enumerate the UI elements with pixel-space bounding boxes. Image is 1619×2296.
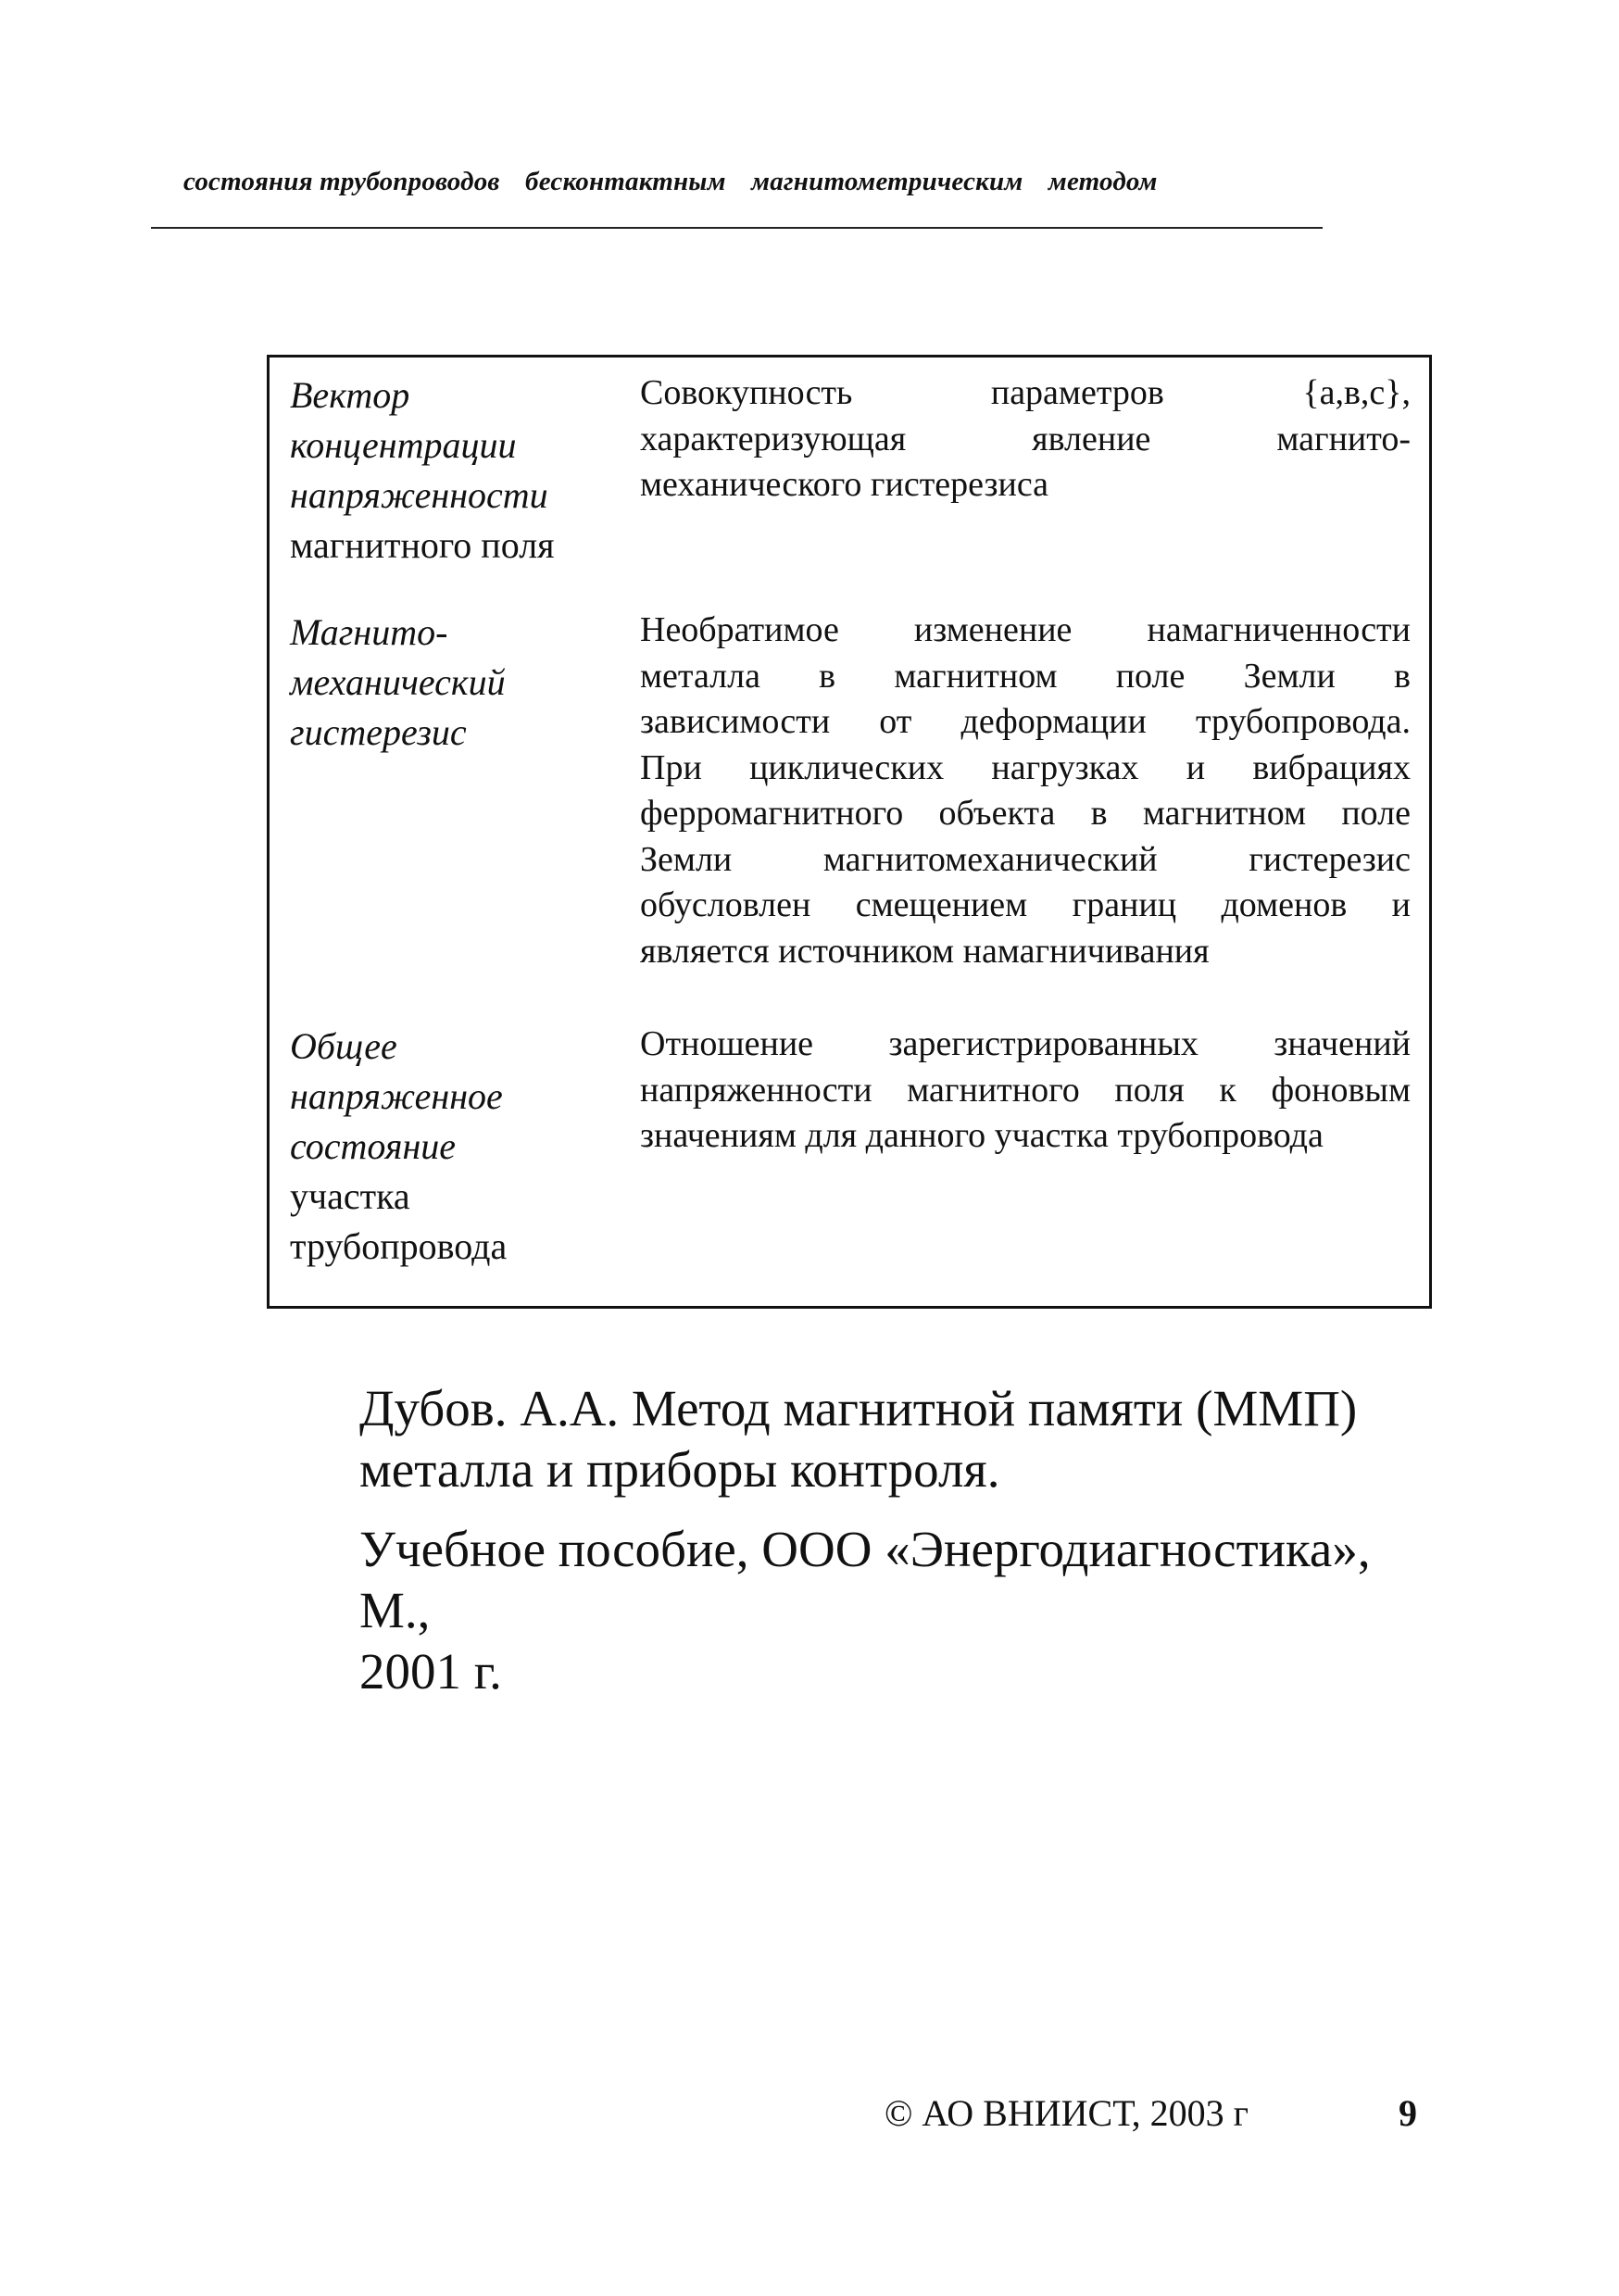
definition-line: Отношение зарегистрированных значений [640,1024,1411,1063]
definition-line: механического гистерезиса [640,465,1049,504]
running-head [183,167,1176,197]
running-head-part: бесконтактным [525,167,726,196]
page-number: 9 [1399,2092,1417,2134]
term-line: механический [290,661,506,703]
footer-copyright: © АО ВНИИСТ, 2003 г [885,2092,1249,2134]
definition-line: Земли магнитомеханический гистерезис [640,839,1411,879]
reference-line: Дубов. А.А. Метод магнитной памяти (ММП) [359,1380,1358,1437]
running-head-part: методом [1048,167,1158,196]
term-line: Магнито- [290,611,448,653]
reference-line: металла и приборы контроля. [359,1441,1000,1498]
term-line: напряженности [290,474,548,516]
definition-line: При циклических нагрузках и вибрациях [640,747,1411,787]
definition-line: является источником намагничивания [640,931,1210,971]
term-line: напряженное [290,1075,503,1117]
running-head-part: состояния трубопроводов [183,167,500,196]
term-line: трубопровода [290,1225,508,1267]
term-line: Общее [290,1025,397,1067]
definition-line: напряженности магнитного поля к фоновым [640,1070,1411,1110]
definition-line: Необратимое изменение намагниченности [640,610,1411,649]
definition-line: характеризующая явление магнито- [640,419,1411,458]
reference-publisher [359,1519,1378,1702]
definition-cell [640,370,1411,508]
reference-line: Учебное пособие, ООО «Энергодиагностика», М., [359,1521,1371,1638]
term-line: гистерезис [290,711,467,753]
term-line: состояние [290,1125,457,1167]
term-line: Вектор [290,374,410,416]
reference-line: 2001 г. [359,1643,502,1700]
running-head-part: магнитометрическим [751,167,1023,196]
header-rule [151,227,1323,229]
definition-cell [640,1022,1411,1160]
definition-line: ферромагнитного объекта в магнитном поле [640,794,1411,833]
definition-line: зависимости от деформации трубопровода. [640,702,1411,741]
term-cell [290,608,596,758]
term-line: участка [290,1175,410,1217]
terms-table [267,355,1432,1309]
definition-cell [640,608,1411,974]
reference-title [359,1378,1378,1500]
definition-line: Совокупность параметров {а,в,с}, [640,373,1411,412]
term-line: магнитного поля [290,524,555,566]
term-cell [290,1022,596,1272]
term-cell [290,370,596,571]
definition-line: значениям для данного участка трубопровода [640,1116,1324,1155]
definition-line: обусловлен смещением границ доменов и [640,885,1411,924]
term-line: концентрации [290,424,517,466]
definition-line: металла в магнитном поле Земли в [640,656,1411,696]
